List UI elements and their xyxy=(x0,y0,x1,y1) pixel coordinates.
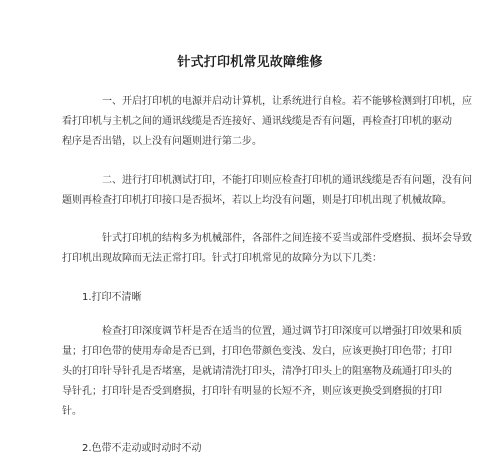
paragraph-unclear-print xyxy=(62,322,462,422)
paragraph-line: 针。 xyxy=(62,406,82,417)
section-heading-unclear-print: 1.打印不清晰 xyxy=(82,292,142,303)
paragraph-test-print xyxy=(62,171,472,211)
paragraph-structure xyxy=(62,229,472,269)
paragraph-line: 打印机出现故障而无法正常打印。针式打印机常见的故障分为以下几类： xyxy=(62,253,382,264)
paragraph-self-test xyxy=(62,92,472,152)
paragraph-line: 看打印机与主机之间的通讯线缆是否连接好、通讯线缆是否有问题，再检查打印机的驱动 xyxy=(62,116,452,127)
paragraph-line: 一、开启打印机的电源并启动计算机，让系统进行自检。若不能够检测到打印机，应 xyxy=(102,96,472,107)
paragraph-line: 量；打印色带的使用寿命是否已到，打印色带颜色变浅、发白，应该更换打印色带；打印 xyxy=(62,346,452,357)
paragraph-line: 导针孔；打印针是否受到磨损，打印针有明显的长短不齐，则应该更换受到磨损的打印 xyxy=(62,386,442,397)
paragraph-line: 检查打印深度调节杆是否在适当的位置，通过调节打印深度可以增强打印效果和质 xyxy=(102,326,462,337)
paragraph-line: 头的打印针导针孔是否堵塞，是就请清洗打印头，清净打印头上的阻塞物及疏通打印头的 xyxy=(62,366,452,377)
paragraph-line: 程序是否出错，以上没有问题则进行第二步。 xyxy=(62,136,262,147)
paragraph-line: 针式打印机的结构多为机械部件，各部件之间连接不妥当或部件受磨损、损坏会导致 xyxy=(102,233,472,244)
section-heading-ribbon: 2.色带不走动或时动时不动 xyxy=(82,443,202,454)
paragraph-line: 题则再检查打印机打印接口是否损坏，若以上均没有问题，则是打印机出现了机械故障。 xyxy=(62,195,452,206)
paragraph-line: 二、进行打印机测试打印，不能打印则应检查打印机的通讯线缆是否有问题，没有问 xyxy=(102,175,472,186)
document-title: 针式打印机常见故障维修 xyxy=(177,55,323,70)
